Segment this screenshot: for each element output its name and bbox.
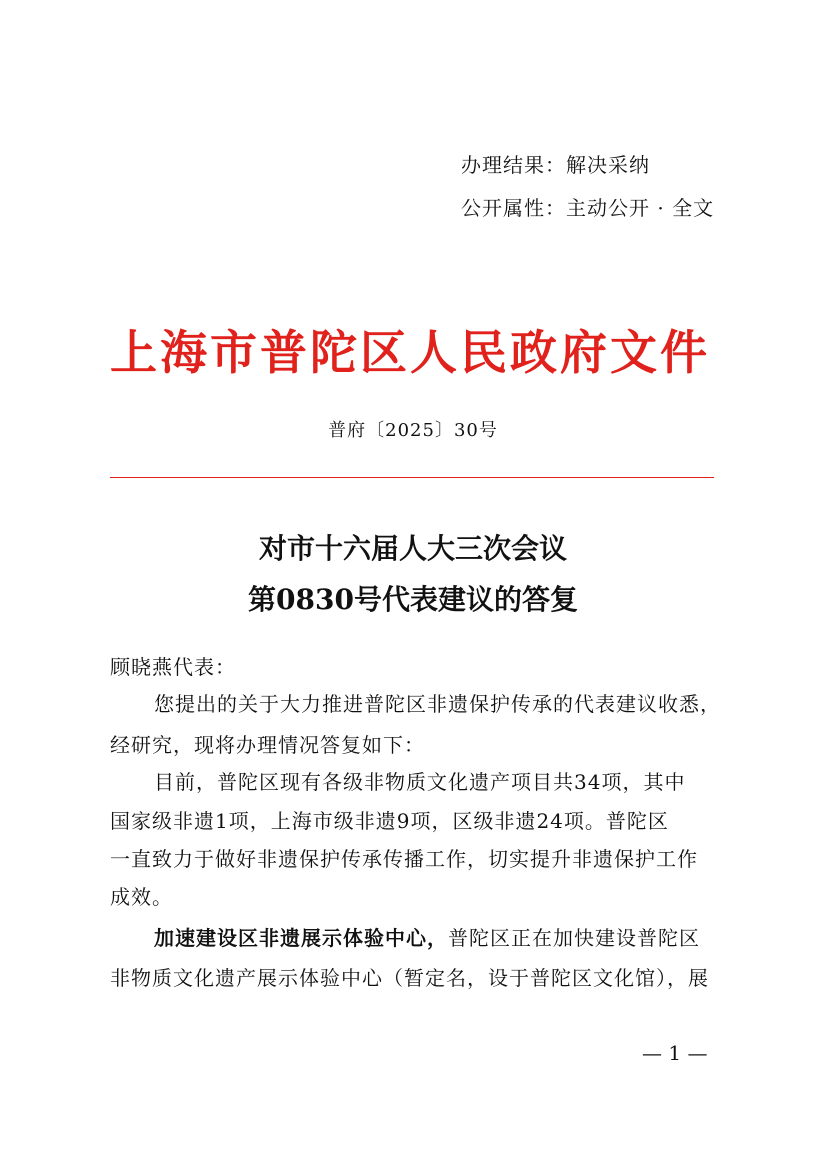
paragraph-3-line-2: 非物质文化遗产展示体验中心（暂定名，设于普陀区文化馆），展 — [110, 966, 709, 990]
meta-open: 公开属性：主动公开 · 全文 — [461, 196, 715, 220]
paragraph-2-line-4: 成效。 — [110, 885, 173, 909]
paragraph-1-line-1: 您提出的关于大力推进普陀区非遗保护传承的代表建议收悉， — [154, 692, 721, 716]
salutation: 顾晓燕代表： — [110, 655, 236, 679]
header-title: 上海市普陀区人民政府文件 — [110, 326, 710, 381]
doc-number: 普府〔2025〕30号 — [328, 420, 498, 441]
red-rule — [110, 477, 714, 478]
paragraph-3-line-1-rest: 普陀区正在加快建设普陀区 — [448, 926, 700, 950]
reply-title-line1: 对市十六届人大三次会议 — [258, 532, 567, 565]
paragraph-2-line-2: 国家级非遗1项，上海市级非遗9项，区级非遗24项。普陀区 — [110, 809, 669, 833]
reply-title-line2: 第0830号代表建议的答复 — [248, 583, 578, 616]
paragraph-3-heading: 加速建设区非遗展示体验中心， — [154, 926, 448, 950]
paragraph-1-line-2: 经研究，现将办理情况答复如下： — [110, 733, 425, 757]
page-number: — 1 — — [642, 1041, 708, 1065]
paragraph-2-line-1: 目前，普陀区现有各级非物质文化遗产项目共34项，其中 — [154, 770, 686, 794]
paragraph-3-line-1 — [154, 920, 784, 957]
meta-result: 办理结果：解决采纳 — [461, 153, 650, 177]
paragraph-2-line-3: 一直致力于做好非遗保护传承传播工作，切实提升非遗保护工作 — [110, 847, 698, 871]
